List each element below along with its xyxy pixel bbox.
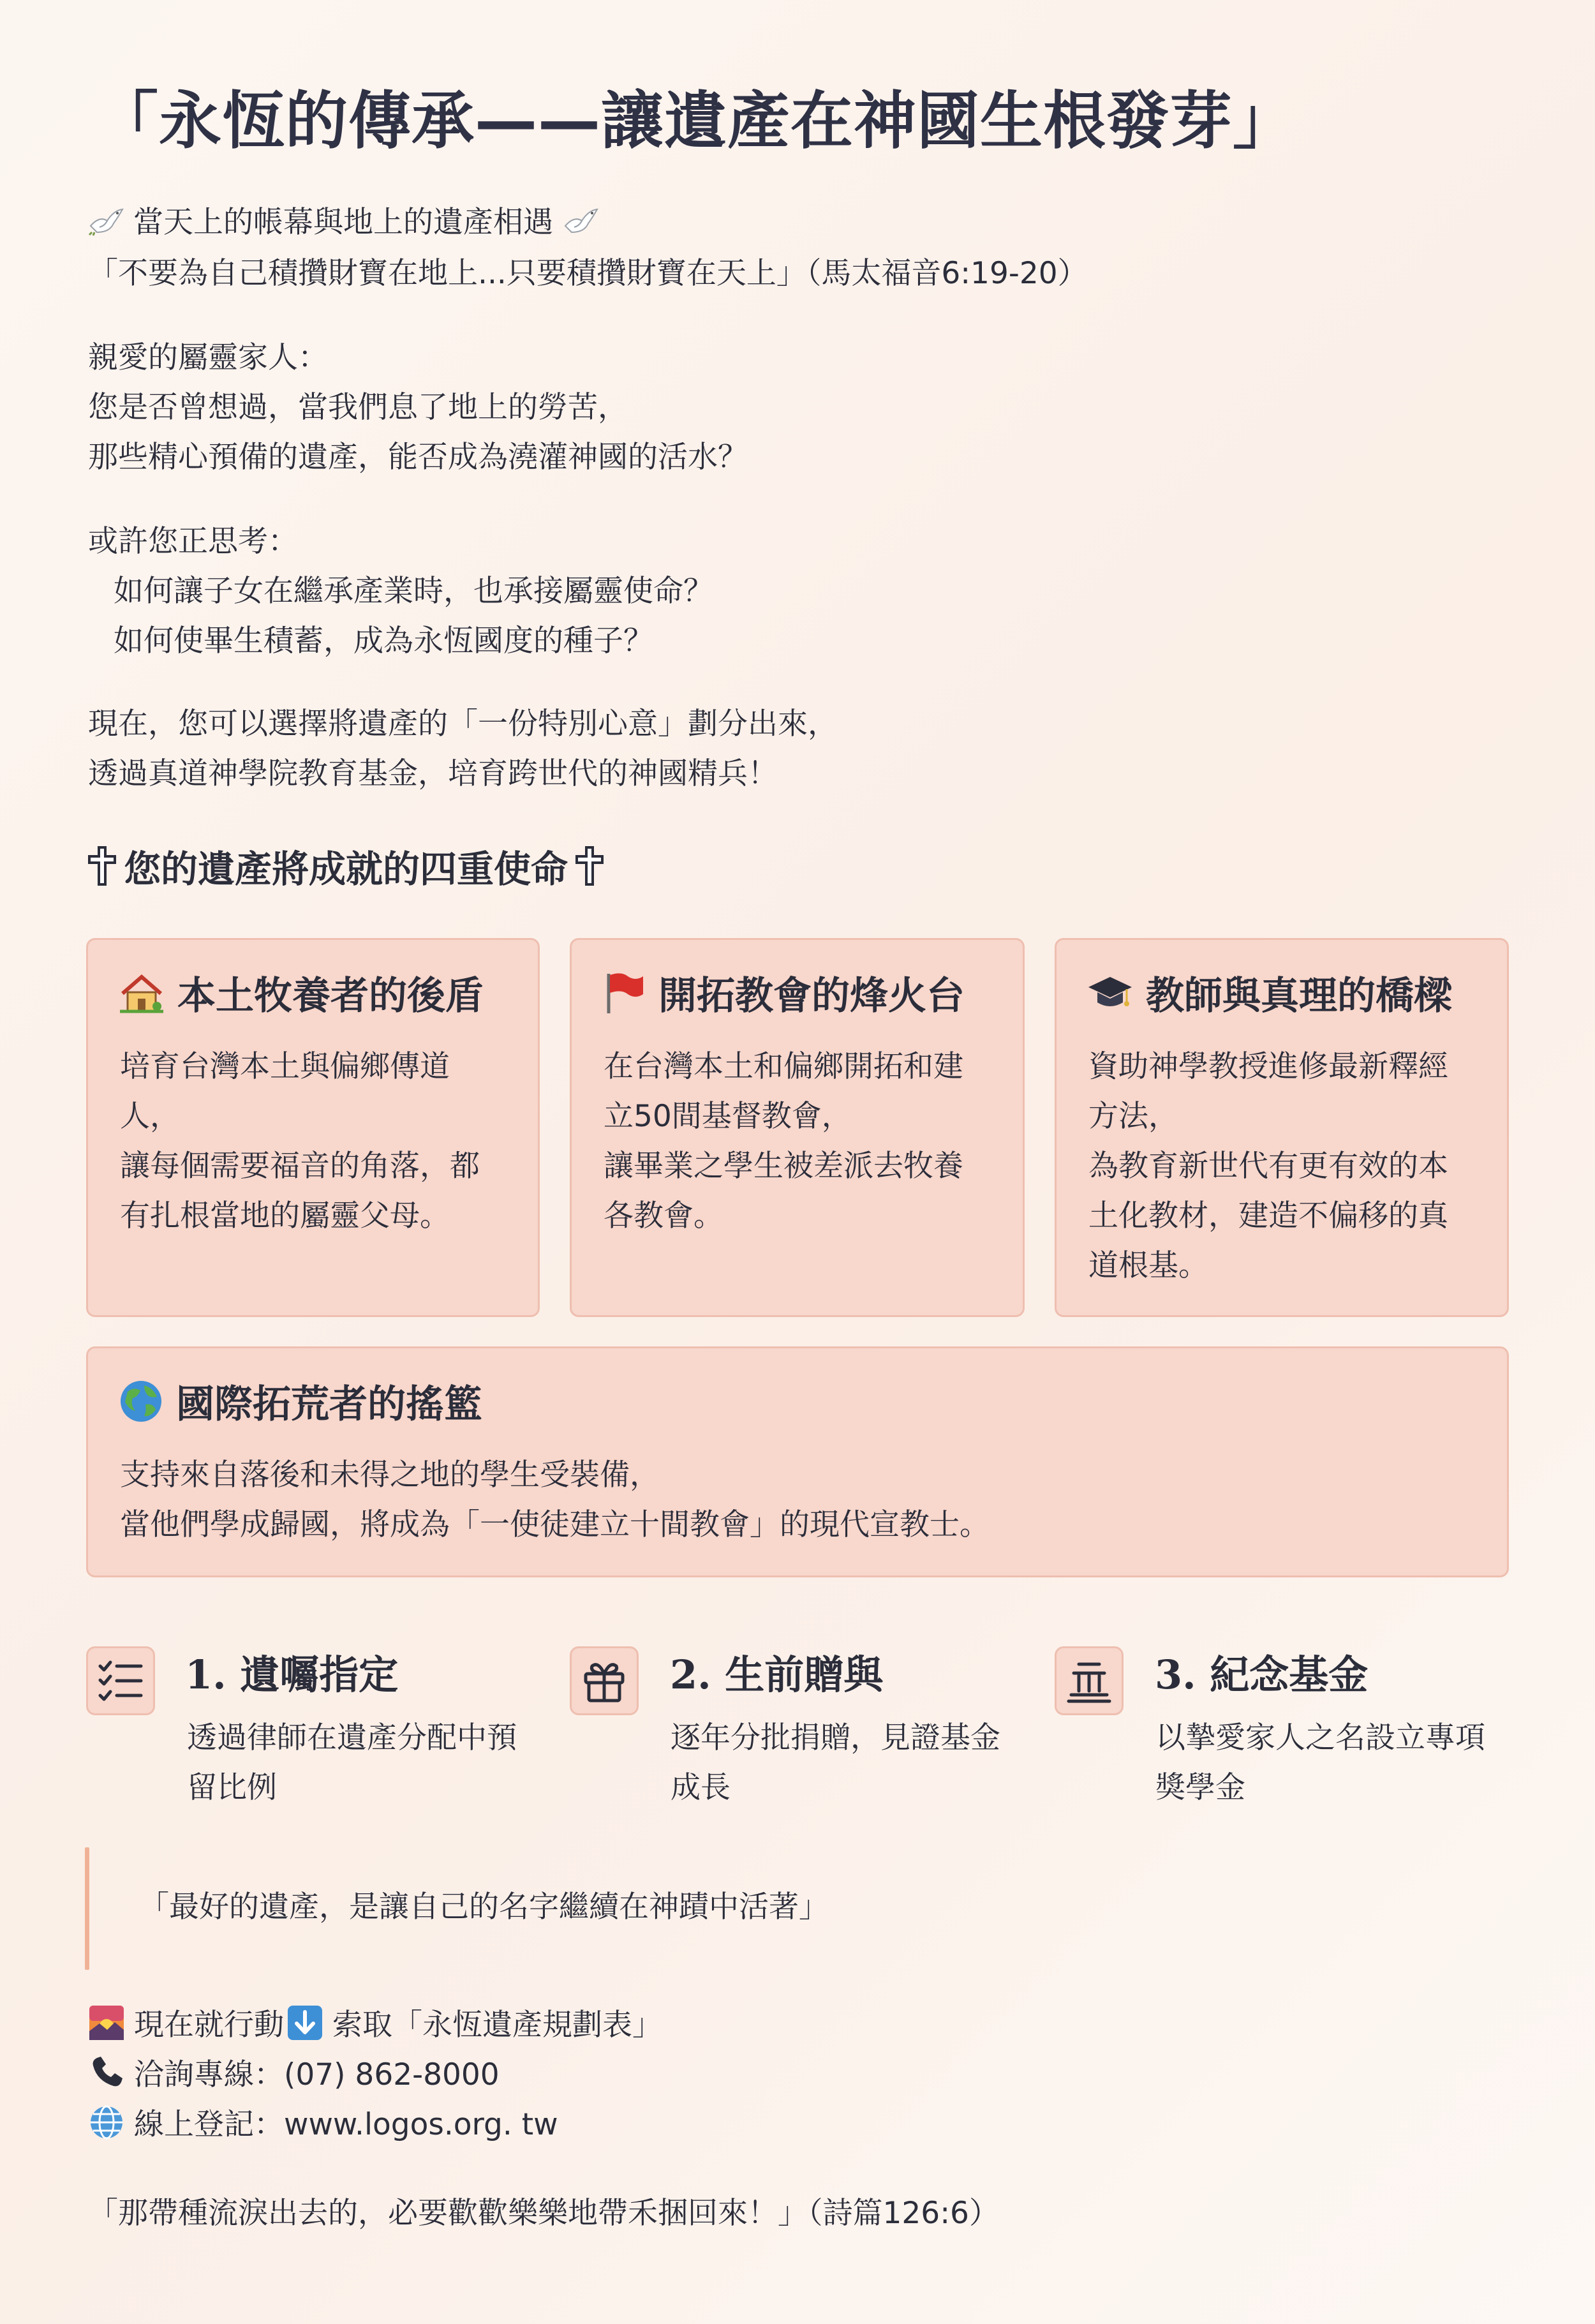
card-body <box>120 1042 480 1241</box>
web-line <box>88 2100 558 2150</box>
card-body <box>1088 1042 1448 1291</box>
mission-card <box>86 938 540 1317</box>
para2-line: 如何使畢生積蓄，成為永恆國度的種子？ <box>114 623 653 659</box>
quote-accent-bar <box>85 1847 89 1970</box>
mission-card <box>570 938 1025 1317</box>
card-line: 為教育新世代有更有效的本 <box>1088 1149 1448 1184</box>
card-line: 道根基。 <box>1088 1248 1208 1283</box>
intro-text: 當天上的帳幕與地上的遺產相遇 <box>133 205 553 240</box>
card-line: 資助神學教授進修最新釋經 <box>1088 1049 1448 1084</box>
card-title-text: 國際拓荒者的搖籃 <box>176 1382 482 1427</box>
option-line: 以摯愛家人之名設立專項 <box>1155 1720 1485 1755</box>
checklist-icon <box>86 1646 155 1715</box>
card-line: 讓畢業之學生被差派去牧養 <box>604 1149 963 1184</box>
option-line: 透過律師在遺產分配中預 <box>187 1720 517 1755</box>
card-title <box>119 965 484 1020</box>
option-line: 成長 <box>671 1770 731 1805</box>
intro-line-1 <box>88 198 598 248</box>
option-body <box>187 1713 517 1813</box>
action-text: 現在就行動 <box>134 2007 284 2043</box>
website-link[interactable]: 線上登記：www.logos.org. tw <box>134 2107 558 2142</box>
card-line: 有扎根當地的屬靈父母。 <box>120 1198 450 1233</box>
card-title <box>1087 965 1452 1020</box>
card-line: 各教會。 <box>604 1198 723 1233</box>
card-line: 方法， <box>1088 1099 1178 1134</box>
blockquote: 「最好的遺產，是讓自己的名字繼續在神蹟中活著」 <box>139 1889 829 1925</box>
house-icon <box>119 972 165 1014</box>
option-line: 獎學金 <box>1155 1770 1245 1805</box>
card-line: 讓每個需要福音的角落，都 <box>120 1149 480 1184</box>
card-title-text: 本土牧養者的後盾 <box>177 974 484 1018</box>
option-body <box>671 1713 1000 1813</box>
cross-icon <box>575 846 604 886</box>
globe-icon <box>119 1379 163 1424</box>
dove-icon <box>563 207 598 236</box>
telephone-icon <box>88 2054 125 2091</box>
card-line: 土化教材，建造不偏移的真 <box>1088 1198 1448 1233</box>
option-body <box>1155 1713 1485 1813</box>
para1-line: 那些精心預備的遺產，能否成為澆灌神國的活水？ <box>88 440 748 475</box>
option-line: 留比例 <box>187 1770 277 1805</box>
gift-icon <box>570 1646 639 1715</box>
card-title-text: 教師與真理的橋樑 <box>1146 974 1452 1018</box>
globe-meridians-icon <box>88 2104 125 2141</box>
card-line: 人， <box>120 1099 180 1134</box>
red-flag-icon <box>602 971 646 1015</box>
para3-line: 現在，您可以選擇將遺產的「一份特別心意」劃分出來， <box>88 706 838 741</box>
option-title: 1. 遺囑指定 <box>185 1651 399 1698</box>
card-title <box>602 965 965 1020</box>
down-arrow-icon <box>286 2004 323 2041</box>
option-line: 逐年分批捐贈，見證基金 <box>671 1720 1000 1755</box>
option-title: 2. 生前贈與 <box>670 1651 884 1698</box>
para1-line: 您是否曾想過，當我們息了地上的勞苦， <box>88 390 628 425</box>
sunrise-icon <box>88 2004 125 2041</box>
card-title <box>119 1374 482 1429</box>
mission-card <box>86 1346 1509 1577</box>
graduation-cap-icon <box>1087 973 1133 1013</box>
card-body <box>120 1450 990 1550</box>
call-to-action <box>88 2000 662 2050</box>
section-heading <box>88 839 604 893</box>
card-line: 立50間基督教會， <box>604 1099 852 1134</box>
option-title: 3. 紀念基金 <box>1155 1651 1369 1698</box>
dove-icon <box>88 207 124 236</box>
card-line: 當他們學成歸國，將成為「一使徒建立十間教會」的現代宣教士。 <box>120 1507 990 1542</box>
card-body <box>604 1042 963 1241</box>
intro-verse: 「不要為自己積攢財寶在地上...只要積攢財寶在天上」（馬太福音6:19-20） <box>88 256 1088 291</box>
mission-card <box>1055 938 1509 1317</box>
para2-line: 或許您正思考： <box>88 524 298 559</box>
action-request-text: 索取「永恆遺產規劃表」 <box>332 2007 662 2043</box>
para2-line: 如何讓子女在繼承產業時，也承接屬靈使命？ <box>114 574 713 609</box>
card-line: 支持來自落後和未得之地的學生受裝備， <box>120 1457 660 1493</box>
phone-text[interactable]: 洽詢專線：(07) 862-8000 <box>134 2057 500 2092</box>
card-line: 在台灣本土和偏鄉開拓和建 <box>604 1049 963 1084</box>
card-line: 培育台灣本土與偏鄉傳道 <box>120 1049 450 1084</box>
memorial-icon <box>1055 1646 1124 1715</box>
para1-line: 親愛的屬靈家人： <box>88 340 328 375</box>
card-title-text: 開拓教會的烽火台 <box>658 974 965 1018</box>
page-title: 「永恆的傳承——讓遺產在神國生根發芽」 <box>96 85 1296 158</box>
phone-line <box>88 2050 500 2100</box>
para3-line: 透過真道神學院教育基金，培育跨世代的神國精兵！ <box>88 756 778 791</box>
cross-icon <box>88 846 116 886</box>
closing-verse: 「那帶種流淚出去的，必要歡歡樂樂地帶禾捆回來！」（詩篇126:6） <box>88 2196 999 2231</box>
section-heading-text: 您的遺產將成就的四重使命 <box>124 847 568 891</box>
